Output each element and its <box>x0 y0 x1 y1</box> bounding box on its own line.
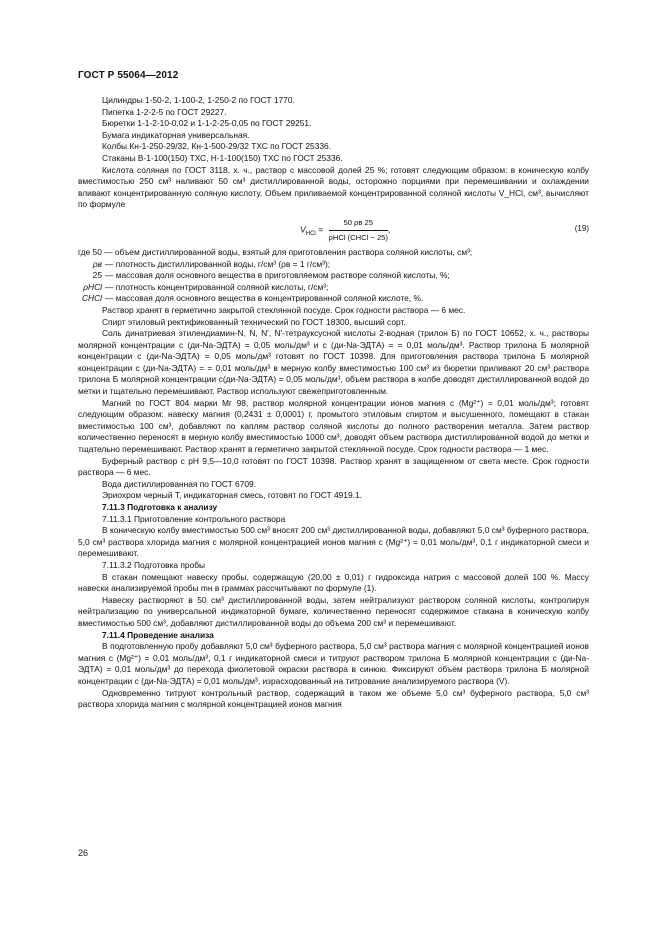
paragraph-sample-2: Навеску растворяют в 50 см³ дистиллированной воды, затем нейтрализуют раствором соляной кислоты, контролируя нейтрализацию по универсальной индикаторной бумаге, количественно переносят содержимое стакана в коническую колбу вместимостью 500 см³, добавляют дистиллированной воды до объема 200 см³ и перемешивают. <box>78 594 589 628</box>
formula-expression <box>300 217 390 243</box>
document-body <box>78 95 589 711</box>
formula-denominator: ρHCl (CHCl − 25) <box>328 232 388 242</box>
definition <box>78 259 589 271</box>
paragraph: Спирт этиловый ректификованный технический по ГОСТ 18300, высший сорт. <box>102 316 406 327</box>
formula-numerator: 50 ρв 25 <box>329 217 388 231</box>
equipment-line: Бумага индикаторная универсальная. <box>102 129 250 140</box>
formula-tail: , <box>387 224 391 235</box>
formula-number: (19) <box>574 223 589 233</box>
paragraph-analysis-2: Одновременно титруют контрольный раствор, содержащий в таком же объеме 5,0 см³ буферного раствора, 5,0 см³ раствора хлорида магния с молярной концентрацией ионов магния <box>78 687 589 710</box>
formula-lhs-sub: HCl <box>305 231 316 238</box>
paragraph: Соль динатриевая этилендиамин-N, N, N', N'-тетрауксусной кислоты 2-водная (трилон Б) по ГОСТ 10652, х. ч., растворы молярной концентрации с (ди-Na-ЭДТА) = 0,05 моль/дм³ и с (ди-Na-ЭДТА) = = 0,01 моль/дм³. Раствор трилона Б молярной концентрации с (ди-Na-ЭДТА) = 0,05 моль/дм³ готовят по ГОСТ 10398. Для приготовления раствора трилона Б молярной концентрации с (ди-Na-ЭДТА) = = 0,01 моль/дм³ в мерную колбу вместимостью 100 см³ из бюретки приливают 20 см³ раствора трилона Б молярной концентрации с(ди-Na-ЭДТА) = 0,05 моль/дм³, объем раствора в колбе доводят дистиллированной водой до метки и тщательно перемешивают. Раствор используют свежеприготовленным. <box>78 328 589 397</box>
equipment-line: Пипетка 1-2-2-5 по ГОСТ 29227. <box>102 106 227 117</box>
page-number: 26 <box>78 848 89 858</box>
paragraph-hcl: Кислота соляная по ГОСТ 3118, х. ч., раствор с массовой долей 25 %; готовят следующим образом: в коническую колбу вместимостью 250 см³ наливают 50 см³ дистиллированной воды, осторожно порциями при перемешивании и охлаждении вливают концентрированную соляную кислоту. Объем приливаемой концентрированной соляной кислоты V_HCl, см³, вычисляют по формуле <box>78 164 589 210</box>
equipment-line: Колбы Кн-1-250-29/32, Кн-1-500-29/32 ТХС по ГОСТ 25336. <box>102 141 332 152</box>
definition-text: — плотность дистиллированной воды, г/см³ (ρв = 1 г/см³); <box>105 258 331 269</box>
definition <box>78 282 589 294</box>
subsection-heading-71131: 7.11.3.1 Приготовление контрольного раствора <box>102 513 286 524</box>
subsection-heading-71132: 7.11.3.2 Подготовка пробы <box>102 559 206 570</box>
paragraph-control: В коническую колбу вместимостью 500 см³ вносят 200 см³ дистиллированной воды, добавляют 5,0 см³ буферного раствора, 5,0 см³ раствора хлорида магния с молярной концентрацией ионов магния с (Mg²⁺) = 0,01 моль/дм³, 0,1 г индикаторной смеси и перемешивают. <box>78 525 589 559</box>
section-heading-7114: 7.11.4 Проведение анализа <box>102 629 214 640</box>
equipment-line: Стаканы В-1-100(150) ТХС, Н-1-100(150) ТХС по ГОСТ 25336. <box>102 152 343 163</box>
definition-symbol: 25 <box>92 270 102 281</box>
paragraph: Эриохром черный Т, индикаторная смесь, готовят по ГОСТ 4919.1. <box>102 490 362 501</box>
formula-19 <box>78 213 589 245</box>
equipment-line: Бюретки 1-1-2-10-0,02 и 1-1-2-25-0,05 по ГОСТ 29251. <box>102 118 312 129</box>
paragraph-analysis-1: В подготовленную пробу добавляют 5,0 см³ буферного раствора, 5,0 см³ раствора магния с молярной концентрацией ионов магния с (Mg²⁺) = 0,01 моль/дм³, 0,1 г индикаторной смеси и титруют раствором трилона Б молярной концентрации с (ди-Na-ЭДТА) = 0,01 моль/дм³ до перехода фиолетовой окраски раствора в синюю. Фиксируют объем раствора трилона Б молярной концентрации с (ди-Na-ЭДТА) = 0,01 моль/дм³, израсходованный на титрование анализируемого раствора (V). <box>78 641 589 686</box>
definition-text: — массовая доля основного вещества в приготовляемом растворе соляной кислоты, %; <box>105 270 450 281</box>
definition-symbol: ρHCl <box>83 281 102 292</box>
formula-lhs: V <box>300 224 306 235</box>
definition-symbol: ρв <box>92 258 102 269</box>
formula-eq: = <box>315 224 326 235</box>
equipment-line: Цилиндры 1-50-2, 1-100-2, 1-250-2 по ГОСТ 1770. <box>102 95 295 105</box>
paragraph: Магний по ГОСТ 804 марки Мг 98, раствор молярной концентрации ионов магния с (Mg²⁺) = 0,01 моль/дм³; готовят следующим образом: навеску магния (0,2431 ± 0,0001) г, промытого этиловым спиртом и высушенного, помещают в стакан вместимостью 100 см³, добавляют по каплям раствор соляной кислоты до полного растворения металла. Затем раствор количественно переносят в мерную колбу вместимостью 1000 см³, доводят объем раствора дистиллированной водой до метки и тщательно перемешивают. Раствор хранят в герметично закрытой стеклянной посуде. Срок годности раствора — 1 мес. <box>78 397 589 455</box>
page-header: ГОСТ Р 55064—2012 <box>78 70 179 81</box>
definition-symbol: CHCl <box>81 293 102 304</box>
formula-fraction <box>328 217 391 243</box>
definition <box>78 270 589 282</box>
paragraph: Буферный раствор с рН 9,5—10,0 готовят по ГОСТ 10398. Раствор хранят в защищенном от света месте. Срок годности раствора — 6 мес. <box>78 455 589 478</box>
definition-text: — плотность концентрированной соляной кислоты, г/см³; <box>105 281 329 292</box>
definition <box>78 293 589 305</box>
where-intro: где 50 — объем дистиллированной воды, взятый для приготовления раствора соляной кислоты, см³; <box>78 246 473 257</box>
definition-text: — массовая доля основного вещества в концентрированной соляной кислоте, %. <box>105 293 424 304</box>
paragraph-sample-1: В стакан помещают навеску пробы, содержащую (20,00 ± 0,01) г гидроксида натрия с массовой долей 100 %. Массу навески анализируемой пробы mн в граммах рассчитывают по формуле (1). <box>78 571 589 594</box>
section-heading-7113: 7.11.3 Подготовка к анализу <box>102 502 218 512</box>
paragraph: Вода дистиллированная по ГОСТ 6709. <box>102 478 257 489</box>
paragraph: Раствор хранят в герметично закрытой стеклянной посуде. Срок годности раствора — 6 мес. <box>102 304 466 315</box>
